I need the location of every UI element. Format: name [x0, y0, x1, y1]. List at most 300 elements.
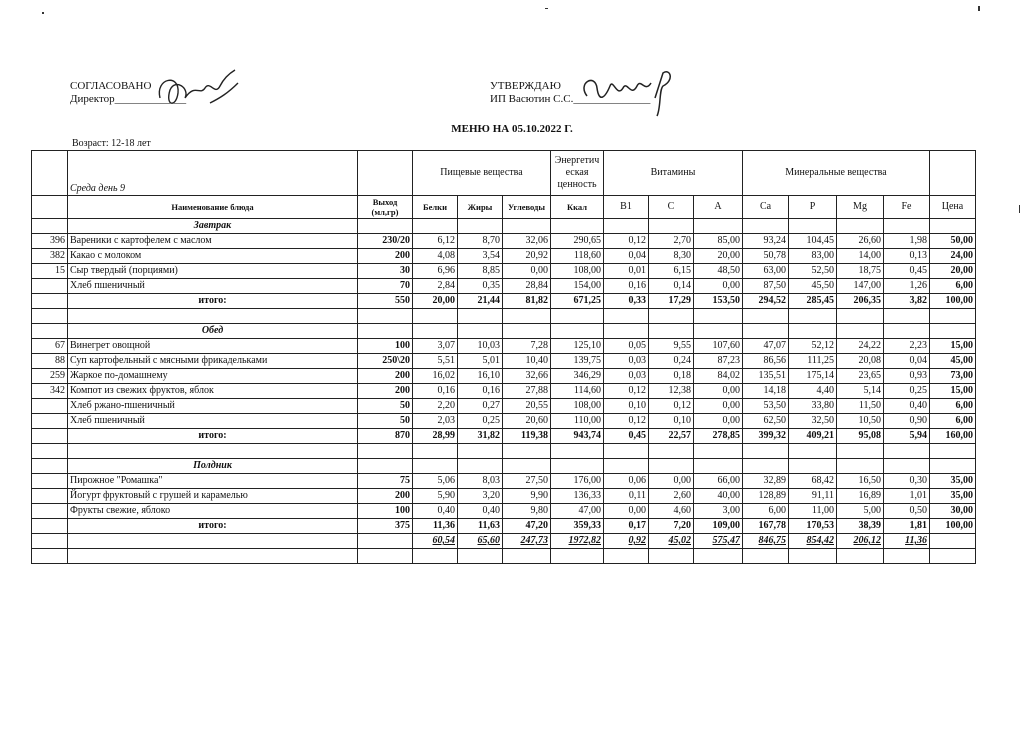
value-cell: 0,93	[884, 369, 930, 384]
grand-total-value: 45,02	[649, 534, 694, 549]
value-cell: 128,89	[743, 489, 789, 504]
blank-row	[32, 444, 976, 459]
value-cell: 0,50	[884, 504, 930, 519]
value-cell: 0,03	[604, 354, 649, 369]
value-cell: 111,25	[789, 354, 837, 369]
empty-cell	[358, 459, 413, 474]
value-cell: 4,60	[649, 504, 694, 519]
empty-cell	[551, 459, 604, 474]
value-cell: 5,00	[837, 504, 884, 519]
value-cell: 2,70	[649, 234, 694, 249]
value-cell: 30	[358, 264, 413, 279]
value-cell: 0,40	[413, 504, 458, 519]
empty-cell	[930, 219, 976, 234]
recipe-number	[32, 279, 68, 294]
empty-cell	[458, 459, 503, 474]
empty-cell	[694, 549, 743, 564]
value-cell: 9,80	[503, 504, 551, 519]
empty-cell	[789, 309, 837, 324]
empty-cell	[884, 324, 930, 339]
grand-total-value: 846,75	[743, 534, 789, 549]
recipe-number	[32, 474, 68, 489]
value-cell: 109,00	[694, 519, 743, 534]
empty-cell	[458, 549, 503, 564]
recipe-number: 15	[32, 264, 68, 279]
value-cell: 87,23	[694, 354, 743, 369]
value-cell: 200	[358, 249, 413, 264]
value-cell: 68,42	[789, 474, 837, 489]
header-vitamins: Витамины	[604, 151, 743, 196]
empty-cell	[930, 324, 976, 339]
value-cell: 200	[358, 384, 413, 399]
value-cell: 35,00	[930, 474, 976, 489]
page-title: МЕНЮ НА 05.10.2022 Г.	[451, 123, 573, 135]
approval-left-role: Директор_____________	[70, 93, 187, 105]
value-cell: 0,00	[649, 474, 694, 489]
recipe-number	[32, 519, 68, 534]
value-cell: 104,45	[789, 234, 837, 249]
grand-total-value: 65,60	[458, 534, 503, 549]
value-cell: 31,82	[458, 429, 503, 444]
empty-cell	[789, 549, 837, 564]
dish-name: Жаркое по-домашнему	[68, 369, 358, 384]
empty-cell	[649, 549, 694, 564]
value-cell: 45,00	[930, 354, 976, 369]
value-cell: 10,03	[458, 339, 503, 354]
row-number-cell	[32, 534, 68, 549]
value-cell: 47,00	[551, 504, 604, 519]
value-cell: 108,00	[551, 399, 604, 414]
value-cell: 0,30	[884, 474, 930, 489]
empty-cell	[930, 459, 976, 474]
table-row	[32, 369, 976, 384]
empty-cell	[884, 549, 930, 564]
signature-right	[575, 68, 685, 118]
value-cell: 135,51	[743, 369, 789, 384]
empty-cell	[551, 309, 604, 324]
value-cell: 0,27	[458, 399, 503, 414]
empty-cell	[789, 324, 837, 339]
value-cell: 0,01	[604, 264, 649, 279]
value-cell: 3,07	[413, 339, 458, 354]
value-cell: 5,06	[413, 474, 458, 489]
value-cell: 28,84	[503, 279, 551, 294]
value-cell: 1,26	[884, 279, 930, 294]
value-cell: 33,80	[789, 399, 837, 414]
empty-cell	[649, 444, 694, 459]
value-cell: 50,78	[743, 249, 789, 264]
value-cell: 0,40	[884, 399, 930, 414]
value-cell: 0,13	[884, 249, 930, 264]
table-row	[32, 399, 976, 414]
value-cell: 70	[358, 279, 413, 294]
value-cell: 28,99	[413, 429, 458, 444]
empty-cell	[604, 549, 649, 564]
value-cell: 10,40	[503, 354, 551, 369]
empty-cell	[694, 309, 743, 324]
empty-cell	[837, 219, 884, 234]
value-cell: 30,00	[930, 504, 976, 519]
value-cell: 20,55	[503, 399, 551, 414]
value-cell: 0,00	[694, 414, 743, 429]
value-cell: 2,23	[884, 339, 930, 354]
dish-name: Хлеб пшеничный	[68, 414, 358, 429]
blank-row	[32, 309, 976, 324]
value-cell: 91,11	[789, 489, 837, 504]
value-cell: 4,08	[413, 249, 458, 264]
value-cell: 14,00	[837, 249, 884, 264]
section-title: Полдник	[68, 459, 358, 474]
value-cell: 16,10	[458, 369, 503, 384]
value-cell: 27,50	[503, 474, 551, 489]
header-c: C	[649, 196, 694, 219]
header-proteins: Белки	[413, 196, 458, 219]
value-cell: 35,00	[930, 489, 976, 504]
value-cell: 200	[358, 369, 413, 384]
value-cell: 6,00	[930, 279, 976, 294]
header-kcal: Ккал	[551, 196, 604, 219]
value-cell: 52,50	[789, 264, 837, 279]
grand-total-value: 11,36	[884, 534, 930, 549]
value-cell: 0,40	[458, 504, 503, 519]
scan-speck	[978, 6, 980, 11]
row-number-cell	[32, 459, 68, 474]
empty-cell	[503, 549, 551, 564]
value-cell: 14,18	[743, 384, 789, 399]
empty-cell	[837, 459, 884, 474]
value-cell: 3,20	[458, 489, 503, 504]
value-cell: 8,70	[458, 234, 503, 249]
value-cell: 12,38	[649, 384, 694, 399]
section-row	[32, 324, 976, 339]
value-cell: 26,60	[837, 234, 884, 249]
empty-cell	[32, 549, 68, 564]
value-cell: 550	[358, 294, 413, 309]
value-cell: 73,00	[930, 369, 976, 384]
value-cell: 20,00	[930, 264, 976, 279]
value-cell: 32,06	[503, 234, 551, 249]
value-cell: 285,45	[789, 294, 837, 309]
recipe-number	[32, 294, 68, 309]
value-cell: 16,50	[837, 474, 884, 489]
value-cell: 870	[358, 429, 413, 444]
value-cell: 32,66	[503, 369, 551, 384]
recipe-number	[32, 504, 68, 519]
value-cell: 62,50	[743, 414, 789, 429]
value-cell: 114,60	[551, 384, 604, 399]
empty-cell	[930, 309, 976, 324]
value-cell: 147,00	[837, 279, 884, 294]
value-cell: 176,00	[551, 474, 604, 489]
value-cell: 167,78	[743, 519, 789, 534]
value-cell: 0,16	[604, 279, 649, 294]
value-cell: 50	[358, 414, 413, 429]
header-fats: Жиры	[458, 196, 503, 219]
value-cell: 0,14	[649, 279, 694, 294]
value-cell: 278,85	[694, 429, 743, 444]
table-row	[32, 249, 976, 264]
empty-cell	[32, 309, 68, 324]
header-mg: Mg	[837, 196, 884, 219]
value-cell: 47,20	[503, 519, 551, 534]
recipe-number: 88	[32, 354, 68, 369]
value-cell: 0,45	[884, 264, 930, 279]
grand-total-value	[930, 534, 976, 549]
empty-cell	[649, 459, 694, 474]
value-cell: 0,10	[604, 399, 649, 414]
header-price: Цена	[930, 196, 976, 219]
empty-cell	[837, 444, 884, 459]
value-cell: 23,65	[837, 369, 884, 384]
value-cell: 0,11	[604, 489, 649, 504]
table-row	[32, 339, 976, 354]
subtotal-label: итого:	[68, 294, 358, 309]
value-cell: 18,75	[837, 264, 884, 279]
empty-cell	[837, 324, 884, 339]
signature-left	[150, 68, 240, 113]
value-cell: 3,82	[884, 294, 930, 309]
value-cell: 0,33	[604, 294, 649, 309]
value-cell: 0,25	[884, 384, 930, 399]
empty-cell	[789, 459, 837, 474]
subtotal-label: итого:	[68, 429, 358, 444]
empty-cell	[649, 309, 694, 324]
value-cell: 3,00	[694, 504, 743, 519]
grand-total-value: 0,92	[604, 534, 649, 549]
empty-cell	[503, 444, 551, 459]
empty-cell	[743, 219, 789, 234]
value-cell: 24,22	[837, 339, 884, 354]
empty-cell	[604, 444, 649, 459]
empty-cell	[604, 324, 649, 339]
value-cell: 63,00	[743, 264, 789, 279]
value-cell: 66,00	[694, 474, 743, 489]
empty-cell	[789, 444, 837, 459]
empty-cell	[694, 459, 743, 474]
value-cell: 11,00	[789, 504, 837, 519]
value-cell: 0,24	[649, 354, 694, 369]
header-a: A	[694, 196, 743, 219]
value-cell: 0,04	[884, 354, 930, 369]
empty-cell	[743, 444, 789, 459]
value-cell: 5,94	[884, 429, 930, 444]
grand-total-value: 854,42	[789, 534, 837, 549]
value-cell: 20,60	[503, 414, 551, 429]
value-cell: 53,50	[743, 399, 789, 414]
value-cell: 11,63	[458, 519, 503, 534]
value-cell: 1,98	[884, 234, 930, 249]
value-cell: 1,01	[884, 489, 930, 504]
empty-cell	[884, 219, 930, 234]
value-cell: 160,00	[930, 429, 976, 444]
value-cell: 409,21	[789, 429, 837, 444]
value-cell: 47,07	[743, 339, 789, 354]
header-yield: Выход (мл,гр)	[358, 196, 413, 219]
empty-cell	[413, 324, 458, 339]
value-cell: 40,00	[694, 489, 743, 504]
empty-cell	[930, 549, 976, 564]
dish-name: Винегрет овощной	[68, 339, 358, 354]
value-cell: 17,29	[649, 294, 694, 309]
value-cell: 943,74	[551, 429, 604, 444]
value-cell: 230/20	[358, 234, 413, 249]
header-p: P	[789, 196, 837, 219]
empty-cell	[743, 324, 789, 339]
value-cell: 24,00	[930, 249, 976, 264]
value-cell: 6,12	[413, 234, 458, 249]
value-cell: 5,14	[837, 384, 884, 399]
value-cell: 0,10	[649, 414, 694, 429]
value-cell: 20,00	[413, 294, 458, 309]
value-cell: 16,02	[413, 369, 458, 384]
header-minerals: Минеральные вещества	[743, 151, 930, 196]
value-cell: 85,00	[694, 234, 743, 249]
empty-cell	[413, 219, 458, 234]
value-cell: 0,12	[604, 234, 649, 249]
empty-cell	[551, 324, 604, 339]
empty-cell	[743, 459, 789, 474]
header-energy: Энергетич еская ценность	[551, 151, 604, 196]
value-cell: 290,65	[551, 234, 604, 249]
empty-cell	[68, 549, 358, 564]
value-cell: 75	[358, 474, 413, 489]
value-cell: 93,24	[743, 234, 789, 249]
empty-cell	[413, 309, 458, 324]
value-cell: 2,03	[413, 414, 458, 429]
value-cell: 0,03	[604, 369, 649, 384]
value-cell: 153,50	[694, 294, 743, 309]
value-cell: 108,00	[551, 264, 604, 279]
grand-total-value	[358, 534, 413, 549]
table-row	[32, 504, 976, 519]
header-nutrients: Пищевые вещества	[413, 151, 551, 196]
value-cell: 16,89	[837, 489, 884, 504]
age-label: Возраст: 12-18 лет	[72, 138, 151, 149]
grand-total-value: 1972,82	[551, 534, 604, 549]
value-cell: 32,89	[743, 474, 789, 489]
dish-name: Хлеб пшеничный	[68, 279, 358, 294]
grand-total-value: 60,54	[413, 534, 458, 549]
empty-cell	[884, 459, 930, 474]
value-cell: 110,00	[551, 414, 604, 429]
section-title: Обед	[68, 324, 358, 339]
value-cell: 100,00	[930, 294, 976, 309]
value-cell: 100,00	[930, 519, 976, 534]
value-cell: 2,60	[649, 489, 694, 504]
value-cell: 119,38	[503, 429, 551, 444]
blank-row	[32, 549, 976, 564]
table-row	[32, 414, 976, 429]
empty-cell	[413, 549, 458, 564]
value-cell: 45,50	[789, 279, 837, 294]
recipe-number: 259	[32, 369, 68, 384]
empty-cell	[413, 444, 458, 459]
value-cell: 6,00	[930, 399, 976, 414]
value-cell: 671,25	[551, 294, 604, 309]
empty-cell	[358, 324, 413, 339]
value-cell: 95,08	[837, 429, 884, 444]
value-cell: 8,03	[458, 474, 503, 489]
approval-left-title: СОГЛАСОВАНО	[70, 80, 152, 92]
value-cell: 38,39	[837, 519, 884, 534]
recipe-number	[32, 429, 68, 444]
value-cell: 0,00	[503, 264, 551, 279]
value-cell: 139,75	[551, 354, 604, 369]
empty-cell	[458, 309, 503, 324]
table-row	[32, 489, 976, 504]
value-cell: 0,06	[604, 474, 649, 489]
approval-right-role: ИП Васютин С.С.______________	[490, 93, 651, 105]
empty-cell	[837, 309, 884, 324]
value-cell: 0,25	[458, 414, 503, 429]
empty-cell	[743, 549, 789, 564]
dish-name: Вареники с картофелем с маслом	[68, 234, 358, 249]
dish-name: Хлеб ржано-пшеничный	[68, 399, 358, 414]
table-row	[32, 474, 976, 489]
empty-cell	[789, 219, 837, 234]
value-cell: 2,84	[413, 279, 458, 294]
empty-cell	[503, 309, 551, 324]
dish-name: Фрукты свежие, яблоко	[68, 504, 358, 519]
value-cell: 0,45	[604, 429, 649, 444]
value-cell: 0,04	[604, 249, 649, 264]
empty-cell	[68, 534, 358, 549]
value-cell: 6,96	[413, 264, 458, 279]
value-cell: 20,92	[503, 249, 551, 264]
empty-cell	[358, 549, 413, 564]
empty-cell	[503, 324, 551, 339]
value-cell: 375	[358, 519, 413, 534]
empty-cell	[68, 444, 358, 459]
value-cell: 22,57	[649, 429, 694, 444]
value-cell: 6,15	[649, 264, 694, 279]
value-cell: 21,44	[458, 294, 503, 309]
value-cell: 4,40	[789, 384, 837, 399]
value-cell: 0,16	[413, 384, 458, 399]
value-cell: 84,02	[694, 369, 743, 384]
value-cell: 1,81	[884, 519, 930, 534]
value-cell: 15,00	[930, 339, 976, 354]
empty-cell	[551, 549, 604, 564]
value-cell: 0,90	[884, 414, 930, 429]
empty-cell	[604, 309, 649, 324]
dish-name: Сыр твердый (порциями)	[68, 264, 358, 279]
value-cell: 9,55	[649, 339, 694, 354]
header-carbs: Углеводы	[503, 196, 551, 219]
value-cell: 154,00	[551, 279, 604, 294]
section-title: Завтрак	[68, 219, 358, 234]
recipe-number: 67	[32, 339, 68, 354]
value-cell: 200	[358, 489, 413, 504]
value-cell: 6,00	[743, 504, 789, 519]
value-cell: 0,12	[604, 414, 649, 429]
value-cell: 52,12	[789, 339, 837, 354]
value-cell: 8,85	[458, 264, 503, 279]
value-cell: 32,50	[789, 414, 837, 429]
recipe-number: 342	[32, 384, 68, 399]
value-cell: 5,90	[413, 489, 458, 504]
scan-speck	[42, 12, 44, 14]
value-cell: 294,52	[743, 294, 789, 309]
empty-cell	[837, 549, 884, 564]
dish-name: Йогурт фруктовый с грушей и карамелью	[68, 489, 358, 504]
recipe-number	[32, 414, 68, 429]
value-cell: 7,20	[649, 519, 694, 534]
value-cell: 27,88	[503, 384, 551, 399]
subtotal-row	[32, 429, 976, 444]
empty-cell	[551, 444, 604, 459]
value-cell: 0,35	[458, 279, 503, 294]
